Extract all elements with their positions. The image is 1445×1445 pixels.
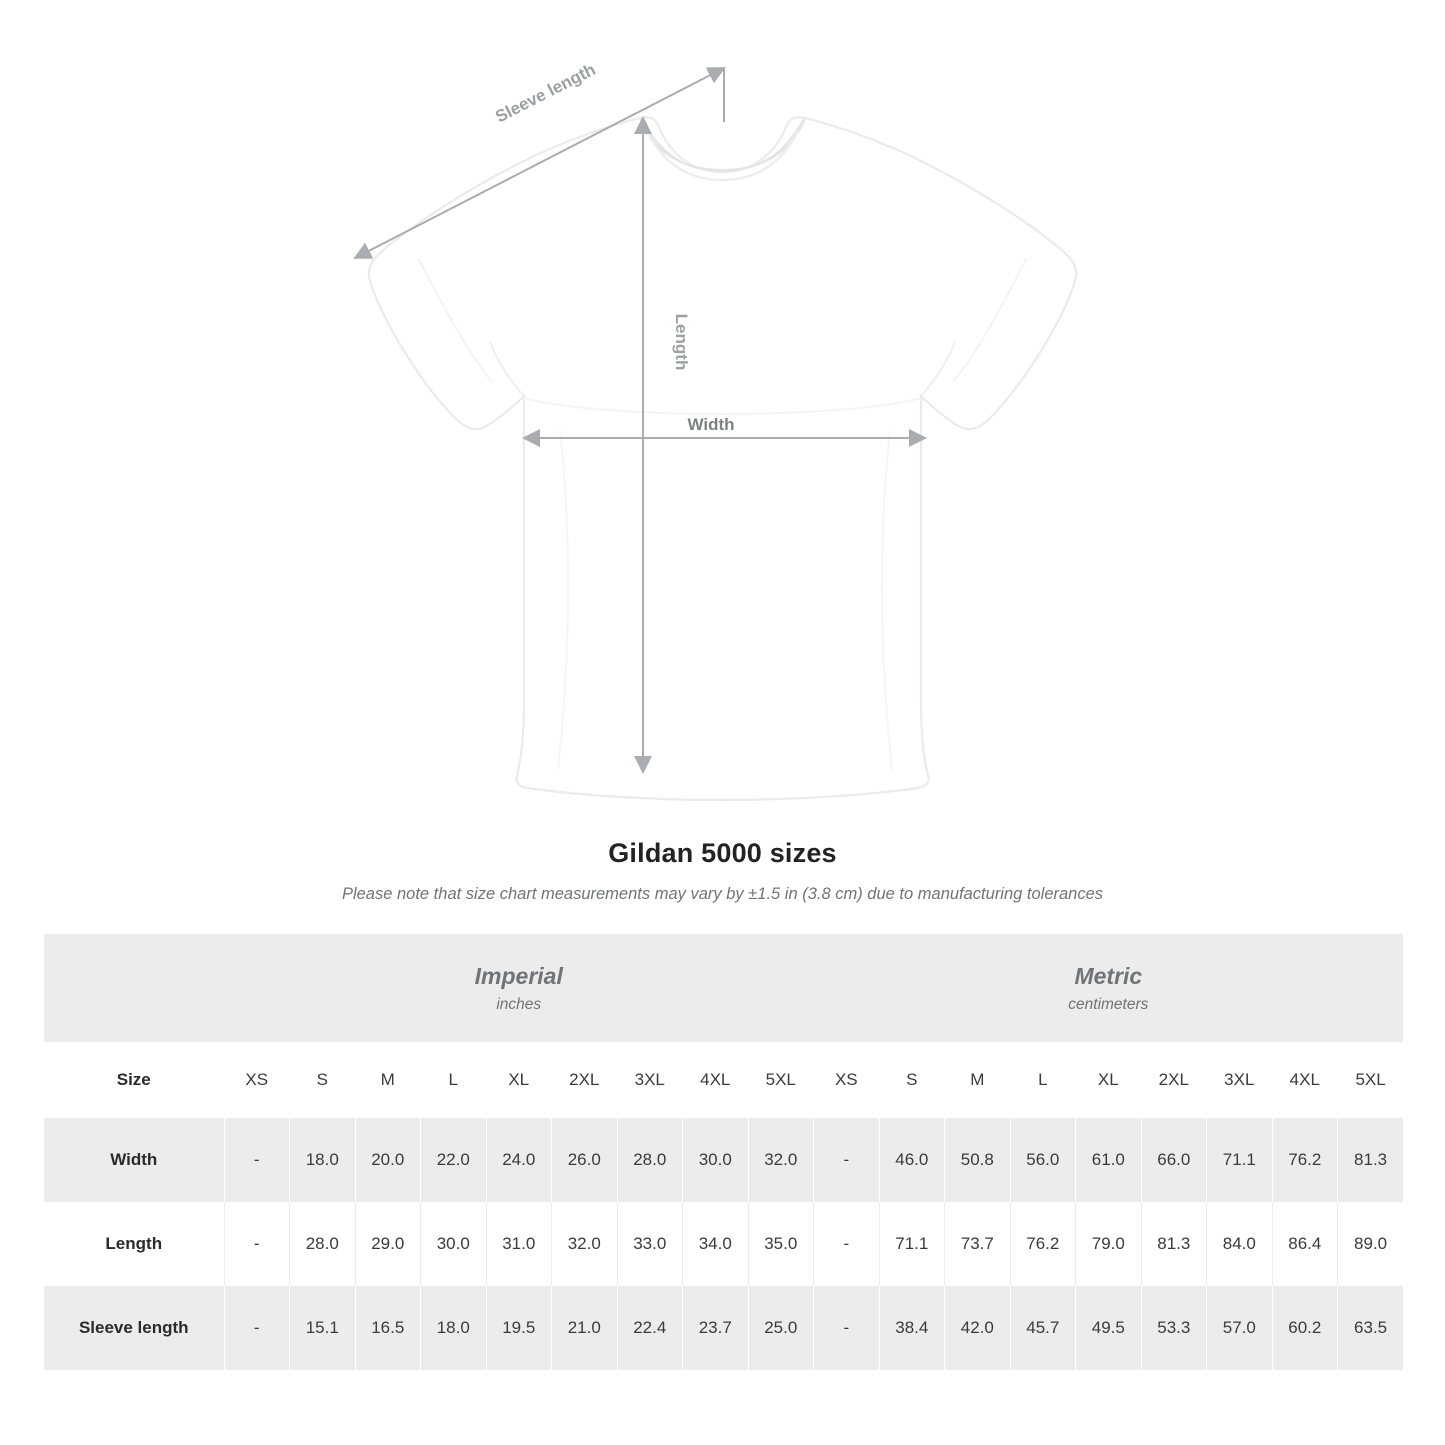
length-imperial-xl: 31.0 <box>486 1202 552 1286</box>
header-size: Size <box>44 1042 224 1118</box>
header-imperial-s: S <box>290 1042 356 1118</box>
tshirt-shape <box>369 117 1076 800</box>
sleeve-imperial-5xl: 25.0 <box>748 1286 814 1370</box>
width-metric-3xl: 71.1 <box>1207 1118 1273 1202</box>
width-imperial-m: 20.0 <box>355 1118 421 1202</box>
table-row-length <box>44 1202 1403 1286</box>
metric-unit: centimeters <box>1068 996 1149 1014</box>
length-metric-3xl: 84.0 <box>1207 1202 1273 1286</box>
length-label: Length <box>672 313 691 371</box>
header-metric-4xl: 4XL <box>1272 1042 1338 1118</box>
imperial-label: Imperial <box>474 962 563 989</box>
header-metric-2xl: 2XL <box>1141 1042 1207 1118</box>
sleeve-metric-m: 42.0 <box>945 1286 1011 1370</box>
header-metric-xl: XL <box>1076 1042 1142 1118</box>
length-metric-2xl: 81.3 <box>1141 1202 1207 1286</box>
header-imperial-4xl: 4XL <box>683 1042 749 1118</box>
sleeve-imperial-l: 18.0 <box>421 1286 487 1370</box>
header-imperial-l: L <box>421 1042 487 1118</box>
length-metric-s: 71.1 <box>879 1202 945 1286</box>
length-metric-l: 76.2 <box>1010 1202 1076 1286</box>
unit-system-spacer <box>44 934 224 1042</box>
title-block <box>0 838 1445 904</box>
unit-system-imperial <box>224 934 814 1042</box>
sleeve-metric-2xl: 53.3 <box>1141 1286 1207 1370</box>
width-metric-l: 56.0 <box>1010 1118 1076 1202</box>
table-row-sleeve-length <box>44 1286 1403 1370</box>
width-imperial-xl: 24.0 <box>486 1118 552 1202</box>
header-metric-5xl: 5XL <box>1338 1042 1404 1118</box>
width-metric-4xl: 76.2 <box>1272 1118 1338 1202</box>
width-imperial-l: 22.0 <box>421 1118 487 1202</box>
header-metric-s: S <box>879 1042 945 1118</box>
sleeve-imperial-xs: - <box>224 1286 290 1370</box>
width-metric-xs: - <box>814 1118 880 1202</box>
size-table <box>44 934 1403 1370</box>
sleeve-metric-l: 45.7 <box>1010 1286 1076 1370</box>
header-imperial-3xl: 3XL <box>617 1042 683 1118</box>
unit-system-metric <box>814 934 1404 1042</box>
imperial-unit: inches <box>496 996 542 1014</box>
width-imperial-4xl: 30.0 <box>683 1118 749 1202</box>
sleeve-metric-5xl: 63.5 <box>1338 1286 1404 1370</box>
header-metric-l: L <box>1010 1042 1076 1118</box>
length-imperial-s: 28.0 <box>290 1202 356 1286</box>
header-imperial-5xl: 5XL <box>748 1042 814 1118</box>
width-imperial-s: 18.0 <box>290 1118 356 1202</box>
sleeve-imperial-xl: 19.5 <box>486 1286 552 1370</box>
sleeve-metric-xl: 49.5 <box>1076 1286 1142 1370</box>
length-imperial-l: 30.0 <box>421 1202 487 1286</box>
length-metric-xl: 79.0 <box>1076 1202 1142 1286</box>
length-imperial-5xl: 35.0 <box>748 1202 814 1286</box>
size-table-wrapper <box>44 934 1401 1370</box>
header-imperial-xl: XL <box>486 1042 552 1118</box>
width-imperial-3xl: 28.0 <box>617 1118 683 1202</box>
header-imperial-2xl: 2XL <box>552 1042 618 1118</box>
width-imperial-5xl: 32.0 <box>748 1118 814 1202</box>
row-label-sleeve-length: Sleeve length <box>44 1286 224 1370</box>
tolerance-note: Please note that size chart measurements may vary by ±1.5 in (3.8 cm) due to manufacturing tolerances <box>341 885 1104 903</box>
length-imperial-xs: - <box>224 1202 290 1286</box>
sleeve-metric-4xl: 60.2 <box>1272 1286 1338 1370</box>
sleeve-metric-s: 38.4 <box>879 1286 945 1370</box>
sleeve-imperial-m: 16.5 <box>355 1286 421 1370</box>
length-imperial-3xl: 33.0 <box>617 1202 683 1286</box>
width-metric-2xl: 66.0 <box>1141 1118 1207 1202</box>
header-metric-m: M <box>945 1042 1011 1118</box>
length-metric-5xl: 89.0 <box>1338 1202 1404 1286</box>
width-imperial-xs: - <box>224 1118 290 1202</box>
header-metric-xs: XS <box>814 1042 880 1118</box>
row-label-length: Length <box>44 1202 224 1286</box>
length-metric-xs: - <box>814 1202 880 1286</box>
length-imperial-4xl: 34.0 <box>683 1202 749 1286</box>
page-title: Gildan 5000 sizes <box>608 838 837 868</box>
sleeve-imperial-2xl: 21.0 <box>552 1286 618 1370</box>
unit-system-row <box>44 934 1403 1042</box>
width-metric-m: 50.8 <box>945 1118 1011 1202</box>
header-imperial-xs: XS <box>224 1042 290 1118</box>
table-row-width <box>44 1118 1403 1202</box>
sleeve-metric-xs: - <box>814 1286 880 1370</box>
length-metric-4xl: 86.4 <box>1272 1202 1338 1286</box>
width-metric-s: 46.0 <box>879 1118 945 1202</box>
sleeve-imperial-s: 15.1 <box>290 1286 356 1370</box>
size-header-row <box>44 1042 1403 1118</box>
width-imperial-2xl: 26.0 <box>552 1118 618 1202</box>
width-label: Width <box>687 415 735 434</box>
row-label-width: Width <box>44 1118 224 1202</box>
length-imperial-m: 29.0 <box>355 1202 421 1286</box>
length-metric-m: 73.7 <box>945 1202 1011 1286</box>
width-metric-xl: 61.0 <box>1076 1118 1142 1202</box>
sleeve-metric-3xl: 57.0 <box>1207 1286 1273 1370</box>
length-imperial-2xl: 32.0 <box>552 1202 618 1286</box>
sleeve-imperial-3xl: 22.4 <box>617 1286 683 1370</box>
width-metric-5xl: 81.3 <box>1338 1118 1404 1202</box>
header-metric-3xl: 3XL <box>1207 1042 1273 1118</box>
metric-label: Metric <box>1074 962 1143 989</box>
sleeve-length-label: Sleeve length <box>492 59 599 127</box>
header-imperial-m: M <box>355 1042 421 1118</box>
sleeve-imperial-4xl: 23.7 <box>683 1286 749 1370</box>
